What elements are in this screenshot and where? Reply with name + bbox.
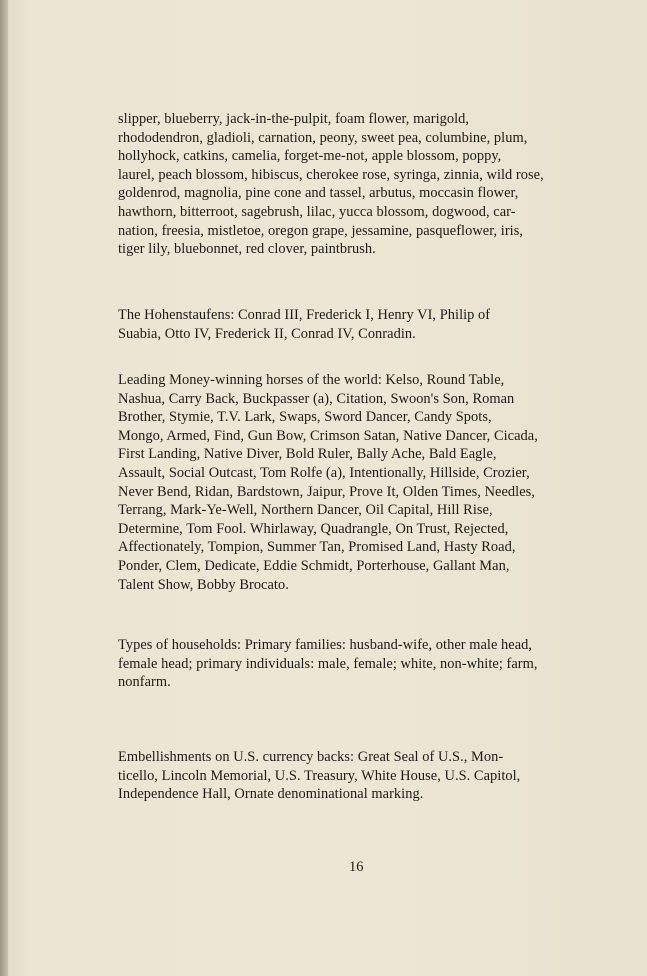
text-line: The Hohenstaufens: Conrad III, Frederick I, Henry VI, Philip of bbox=[118, 307, 491, 323]
text-line: tiger lily, bluebonnet, red clover, paintbrush. bbox=[118, 241, 376, 258]
text-line: Nashua, Carry Back, Buckpasser (a), Citation, Swoon's Son, Roman bbox=[118, 390, 515, 407]
text-line: Ponder, Clem, Dedicate, Eddie Schmidt, Porterhouse, Gallant Man, bbox=[118, 557, 510, 574]
page-number: 16 bbox=[349, 859, 364, 875]
text-line: goldenrod, magnolia, pine cone and tassel, arbutus, moccasin flower, bbox=[118, 185, 519, 202]
hohenstaufens-paragraph bbox=[118, 306, 490, 343]
text-line: ticello, Lincoln Memorial, U.S. Treasury, White House, U.S. Capitol, bbox=[118, 767, 521, 784]
text-line: Affectionately, Tompion, Summer Tan, Promised Land, Hasty Road, bbox=[118, 539, 516, 556]
text-line: Suabia, Otto IV, Frederick II, Conrad IV, Conradin. bbox=[118, 325, 416, 342]
text-line: nation, freesia, mistletoe, oregon grape, jessamine, pasqueflower, iris, bbox=[118, 222, 524, 239]
text-line: female head; primary individuals: male, female; white, non-white; farm, bbox=[118, 655, 538, 672]
text-line: Types of households: Primary families: husband-wife, other male head, bbox=[118, 637, 533, 653]
currency-paragraph bbox=[118, 748, 520, 804]
households-paragraph bbox=[118, 636, 538, 692]
text-line: Assault, Social Outcast, Tom Rolfe (a), Intentionally, Hillside, Crozier, bbox=[118, 464, 530, 481]
text-line: slipper, blueberry, jack-in-the-pulpit, foam flower, marigold, bbox=[118, 111, 470, 127]
text-line: Leading Money-winning horses of the world: Kelso, Round Table, bbox=[118, 372, 505, 388]
horses-paragraph bbox=[118, 371, 538, 594]
text-line: hawthorn, bitterroot, sagebrush, lilac, yucca blossom, dogwood, car- bbox=[118, 203, 516, 220]
text-line: laurel, peach blossom, hibiscus, cherokee rose, syringa, zinnia, wild rose, bbox=[118, 166, 544, 183]
text-line: hollyhock, catkins, camelia, forget-me-not, apple blossom, poppy, bbox=[118, 148, 502, 165]
text-line: Mongo, Armed, Find, Gun Bow, Crimson Satan, Native Dancer, Cicada, bbox=[118, 427, 538, 444]
text-line: Never Bend, Ridan, Bardstown, Jaipur, Prove It, Olden Times, Needles, bbox=[118, 483, 535, 500]
text-line: Brother, Stymie, T.V. Lark, Swaps, Sword Dancer, Candy Spots, bbox=[118, 409, 492, 426]
text-line: First Landing, Native Diver, Bold Ruler, Bally Ache, Bald Eagle, bbox=[118, 446, 497, 463]
text-line: Talent Show, Bobby Brocato. bbox=[118, 576, 289, 593]
text-line: Embellishments on U.S. currency backs: Great Seal of U.S., Mon- bbox=[118, 749, 504, 765]
text-line: rhododendron, gladioli, carnation, peony, sweet pea, columbine, plum, bbox=[118, 129, 528, 146]
text-line: Independence Hall, Ornate denominational marking. bbox=[118, 786, 424, 803]
flowers-list-paragraph bbox=[118, 110, 544, 259]
text-line: Terrang, Mark-Ye-Well, Northern Dancer, Oil Capital, Hill Rise, bbox=[118, 502, 493, 519]
book-spine-shadow bbox=[0, 0, 8, 976]
text-line: nonfarm. bbox=[118, 674, 171, 691]
text-line: Determine, Tom Fool. Whirlaway, Quadrangle, On Trust, Rejected, bbox=[118, 520, 509, 537]
